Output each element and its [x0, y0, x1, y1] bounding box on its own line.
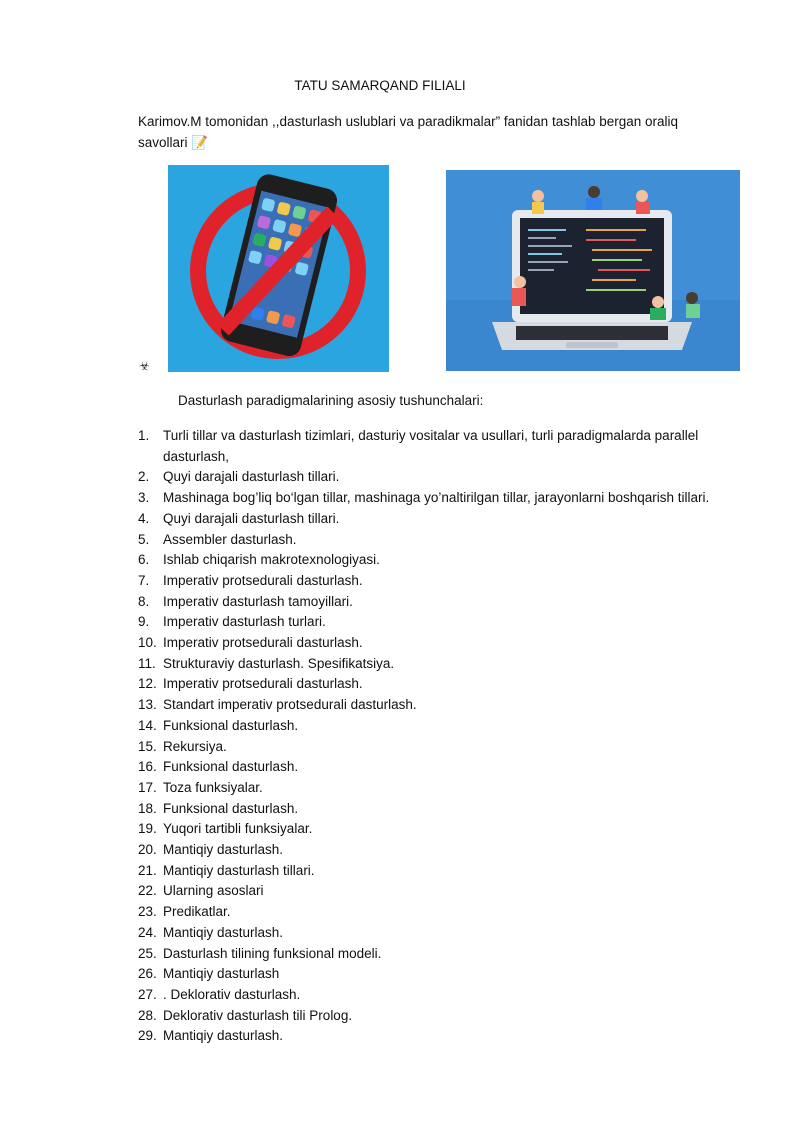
list-item — [138, 861, 738, 882]
list-item-text: Imperativ protsedurali dasturlash. — [163, 676, 363, 692]
list-item-number: 22. — [138, 883, 157, 899]
list-item-number: 20. — [138, 842, 157, 858]
list-item-number: 13. — [138, 697, 157, 713]
list-item-number: 25. — [138, 945, 157, 961]
laptop-code-illustration — [446, 170, 740, 371]
list-item-number: 12. — [138, 676, 157, 692]
list-item-number: 7. — [138, 572, 150, 588]
list-item — [138, 695, 738, 716]
section-heading: Dasturlash paradigmalarining asosiy tushunchalari: — [178, 393, 484, 408]
list-item — [138, 467, 738, 488]
list-item — [138, 840, 738, 861]
list-item — [138, 571, 738, 592]
list-item-text: Funksional dasturlash. — [163, 800, 299, 816]
biohazard-icon: ☣ — [139, 359, 150, 373]
list-item — [138, 757, 738, 778]
list-item — [138, 426, 738, 467]
list-item-number: 18. — [138, 800, 157, 816]
list-item-text: Dasturlash tilining funksional modeli. — [163, 945, 382, 961]
list-item — [138, 944, 738, 965]
questions-list — [138, 426, 738, 1047]
list-item-number: 3. — [138, 490, 150, 506]
list-item-number: 1. — [138, 428, 150, 443]
list-item-text: Strukturaviy dasturlash. Spesifikatsiya. — [163, 655, 395, 671]
list-item-number: 19. — [138, 821, 157, 837]
list-item-number: 6. — [138, 552, 150, 568]
list-item — [138, 778, 738, 799]
list-item-text: Imperativ dasturlash tamoyillari. — [163, 593, 353, 609]
list-item-text: Ishlab chiqarish makrotexnologiyasi. — [163, 552, 380, 568]
list-item-number: 21. — [138, 862, 157, 878]
list-item — [138, 881, 738, 902]
list-item-text: Quyi darajali dasturlash tillari. — [163, 510, 340, 526]
list-item-number: 26. — [138, 966, 157, 982]
list-item-number: 27. — [138, 986, 157, 1002]
list-item-text: Funksional dasturlash. — [163, 759, 299, 775]
list-item — [138, 902, 738, 923]
list-item-text: Mantiqiy dasturlash — [163, 966, 280, 982]
list-item-text: Turli tillar va dasturlash tizimlari, dasturiy vositalar va usullari, turli paradigmalarda parallel dasturlash, — [163, 428, 699, 464]
list-item — [138, 1026, 738, 1047]
list-item — [138, 716, 738, 737]
page-title: TATU SAMARQAND FILIALI — [294, 78, 466, 93]
list-item-number: 5. — [138, 531, 150, 547]
list-item-number: 2. — [138, 469, 150, 485]
list-item — [138, 985, 738, 1006]
list-item — [138, 509, 738, 530]
list-item — [138, 819, 738, 840]
list-item — [138, 488, 738, 509]
list-item-number: 29. — [138, 1028, 157, 1044]
list-item — [138, 612, 738, 633]
list-item — [138, 530, 738, 551]
list-item-text: Imperativ dasturlash turlari. — [163, 614, 326, 630]
list-item — [138, 654, 738, 675]
no-phone-icon — [168, 165, 389, 372]
list-item-text: Deklorativ dasturlash tili Prolog. — [163, 1007, 353, 1023]
list-item-number: 23. — [138, 904, 157, 920]
list-item — [138, 799, 738, 820]
list-item — [138, 592, 738, 613]
list-item — [138, 550, 738, 571]
list-item-text: Mashinaga bog’liq bo‘lgan tillar, mashinaga yo’naltirilgan tillar, jarayonlarni boshqarish tillari. — [163, 490, 710, 506]
list-item — [138, 964, 738, 985]
list-item — [138, 923, 738, 944]
list-item-text: Toza funksiyalar. — [163, 779, 263, 795]
list-item-text: Quyi darajali dasturlash tillari. — [163, 469, 340, 485]
list-item-text: . Deklorativ dasturlash. — [163, 986, 301, 1002]
list-item-text: Imperativ protsedurali dasturlash. — [163, 572, 363, 588]
intro-text: Karimov.M tomonidan ,,dasturlash uslublari va paradikmalar” fanidan tashlab bergan oraliq savollari 📝 — [138, 114, 679, 150]
list-item-number: 8. — [138, 593, 150, 609]
list-item-text: Funksional dasturlash. — [163, 717, 299, 733]
list-item-text: Predikatlar. — [163, 904, 231, 920]
list-item-text: Ularning asoslari — [163, 883, 264, 899]
list-item-number: 14. — [138, 717, 157, 733]
list-item-number: 11. — [138, 655, 156, 671]
list-item-number: 4. — [138, 510, 150, 526]
list-item — [138, 674, 738, 695]
list-item-text: Mantiqiy dasturlash. — [163, 842, 284, 858]
list-item — [138, 633, 738, 654]
list-item-text: Mantiqiy dasturlash tillari. — [163, 862, 315, 878]
list-item-text: Imperativ protsedurali dasturlash. — [163, 635, 363, 651]
list-item-number: 17. — [138, 779, 157, 795]
list-item-number: 24. — [138, 924, 157, 940]
list-item-number: 9. — [138, 614, 150, 630]
list-item-text: Mantiqiy dasturlash. — [163, 924, 284, 940]
no-phone-image — [168, 165, 389, 372]
list-item-text: Yuqori tartibli funksiyalar. — [163, 821, 313, 837]
list-item-text: Mantiqiy dasturlash. — [163, 1028, 284, 1044]
list-item — [138, 1006, 738, 1027]
list-item-text: Rekursiya. — [163, 738, 227, 754]
list-item-number: 28. — [138, 1007, 157, 1023]
list-item-text: Standart imperativ protsedurali dasturlash. — [163, 697, 417, 713]
list-item-number: 15. — [138, 738, 157, 754]
list-item-number: 16. — [138, 759, 157, 775]
list-item-number: 10. — [138, 635, 157, 651]
laptop-code-image — [446, 170, 740, 371]
list-item — [138, 737, 738, 758]
list-item-text: Assembler dasturlash. — [163, 531, 297, 547]
